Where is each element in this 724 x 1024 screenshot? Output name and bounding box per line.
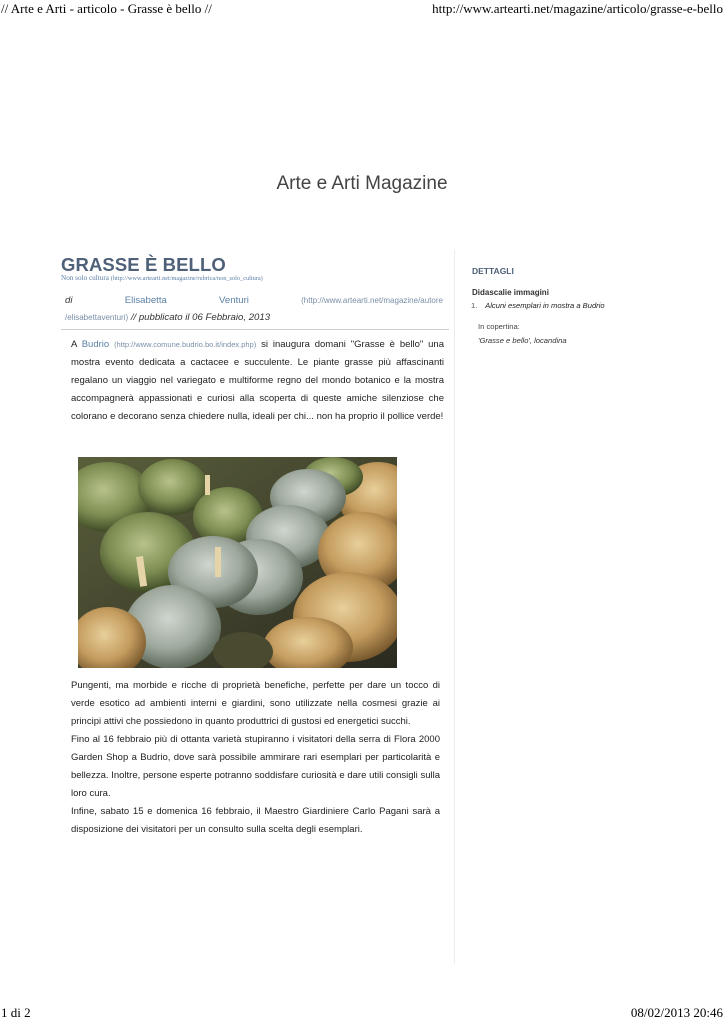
author-url-continued: /elisabettaventuri): [65, 313, 129, 322]
rubric-url: (http://www.artearti.net/magazine/rubrica/non_solo_cultura): [110, 275, 263, 282]
body-paragraph-2: Fino al 16 febbraio più di ottanta varietà stupiranno i visitatori della serra di Flora 2000 Garden Shop a Budrio, dove sarà possibile ammirare rari esemplari per particolarità e bellezza. Inoltre, persone esperte potranno soddisfare curiosità e dare utili consigli sulla loro cura.: [71, 734, 440, 799]
captions-title: Didascalie immagini: [472, 288, 549, 297]
print-header: [1, 1, 723, 17]
print-header-title: // Arte e Arti - articolo - Grasse è bello //: [1, 1, 212, 16]
captions-list: [471, 301, 605, 310]
publish-date: // pubblicato il 06 Febbraio, 2013: [130, 312, 271, 323]
author-first-name[interactable]: Elisabetta: [124, 295, 167, 306]
cover-value: 'Grasse e bello', locandina: [478, 336, 567, 345]
rubric-link[interactable]: Non solo cultura: [61, 274, 109, 282]
article-title: GRASSE È BELLO: [61, 254, 226, 275]
details-label: DETTAGLI: [472, 266, 514, 276]
body-paragraph-1: Pungenti, ma morbide e ricche di proprietà benefiche, perfette per dare un tocco di verde esotico ad ambienti interni e giardini, sono utilizzate nella cosmesi grazie ai principi attivi che possiedono in quanto produttrici di gustosi ed energetici succhi.: [71, 680, 440, 727]
article-body: [71, 677, 440, 839]
body-paragraph-3: Infine, sabato 15 e domenica 16 febbraio, il Maestro Giardiniere Carlo Pagani sarà a disposizione dei visitatori per un consulto sulla scelta degli esemplari.: [71, 806, 440, 835]
intro-start: A: [71, 339, 77, 350]
budrio-link[interactable]: Budrio: [81, 339, 110, 350]
author-last-name[interactable]: Venturi: [219, 295, 249, 306]
author-url: (http://www.artearti.net/magazine/autore: [301, 296, 443, 305]
caption-number: 1.: [471, 301, 478, 310]
budrio-link-url: (http://www.comune.budrio.bo.it/index.php): [114, 340, 257, 349]
caption-item: [471, 301, 605, 310]
cover-label: In copertina:: [478, 322, 520, 331]
article-photo: [78, 457, 397, 668]
byline-prefix: di: [65, 295, 73, 306]
caption-text: Alcuni esemplari in mostra a Budrio: [485, 301, 605, 310]
print-timestamp: 08/02/2013 20:46: [630, 1005, 723, 1020]
intro-text: si inaugura domani "Grasse è bello" una mostra evento dedicata a cactacee e succulente. Le piante grasse più affascinanti regalano un viaggio nel variegato e multiforme regno del mondo botanico e la mostra accompagnerà appassionati e curiosi alla scoperta di queste amiche silenziose che colorano e decorano senza chiedere nulla, ideali per chi... non ha proprio il pollice verde!: [71, 339, 445, 422]
byline: [61, 295, 449, 330]
rubric-line: [61, 274, 451, 282]
details-sidebar: [454, 250, 724, 964]
article-intro: [61, 336, 451, 426]
page-count: 1 di 2: [1, 1005, 31, 1020]
article: [61, 254, 451, 426]
site-title: Arte e Arti Magazine: [276, 173, 448, 194]
print-header-url: http://www.artearti.net/magazine/articolo/grasse-e-bello: [432, 1, 723, 16]
cactus-photo-image: [78, 457, 397, 668]
print-footer: [1, 1005, 723, 1021]
